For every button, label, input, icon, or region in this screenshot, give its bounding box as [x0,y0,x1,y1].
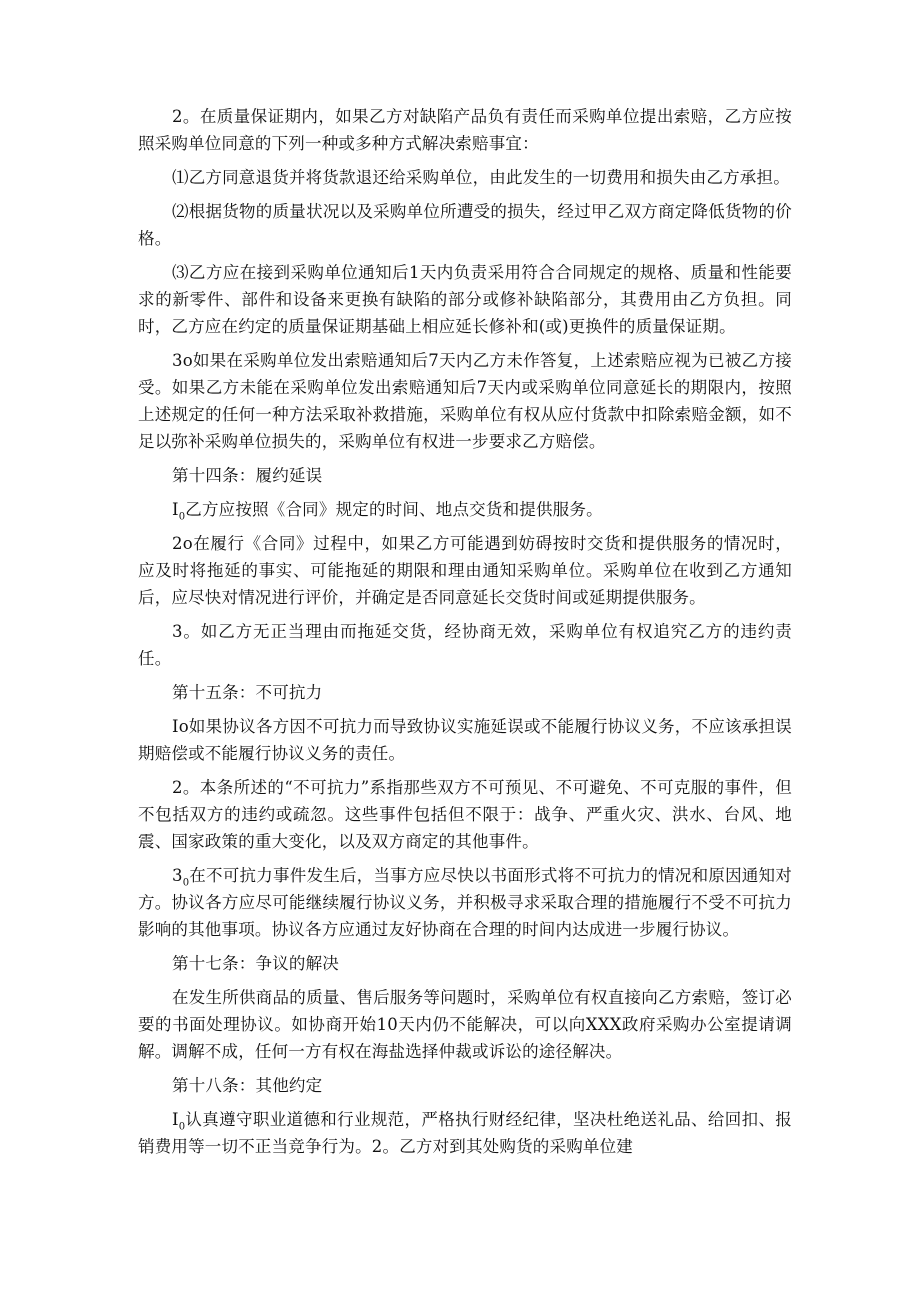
section-heading [138,679,792,706]
paragraph [138,347,792,455]
paragraph [138,164,792,191]
paragraph-text: 2。本条所述的“不可抗力”系指那些双方不可预见、不可避免、不可克服的事件，但不包括双方的违约或疏忽。这些事件包括但不限于：战争、严重火灾、洪水、台风、地震、国家政策的重大变化，以及双方商定的其他事件。 [138,778,792,851]
section-heading [138,462,792,489]
paragraph-number-subscript: 0 [182,877,190,889]
paragraph-text: ⑵根据货物的质量状况以及采购单位所遭受的损失，经过甲乙双方商定降低货物的价格。 [138,202,792,248]
paragraph-number: 3 [172,866,183,885]
section-heading [138,950,792,977]
paragraph-number-subscript: 0 [178,1121,186,1133]
paragraph-text: Io如果协议各方因不可抗力而导致协议实施延误或不能履行协议义务，不应该承担误期赔偿或不能履行协议义务的责任。 [138,717,792,763]
paragraph [138,862,792,943]
paragraph [138,984,792,1065]
paragraph [138,1106,792,1160]
paragraph [138,496,792,523]
paragraph-text: 认真遵守职业道德和行业规范，严格执行财经纪律，坚决杜绝送礼品、给回扣、报销费用等一切不正当竞争行为。2。乙方对到其处购货的采购单位建 [138,1110,792,1156]
paragraph-text: ⑶乙方应在接到采购单位通知后1天内负责采用符合合同规定的规格、质量和性能要求的新零件、部件和设备来更换有缺陷的部分或修补缺陷部分，其费用由乙方负担。同时，乙方应在约定的质量保证期基础上相应延长修补和(或)更换件的质量保证期。 [138,263,792,336]
section-heading-text: 第十五条：不可抗力 [172,683,323,702]
para-list [138,103,792,1160]
paragraph [138,198,792,252]
paragraph [138,713,792,767]
paragraph-text: 2o在履行《合同》过程中，如果乙方可能遇到妨碍按时交货和提供服务的情况时，应及时将拖延的事实、可能拖延的期限和理由通知采购单位。采购单位在收到乙方通知后，应尽快对情况进行评价，并确定是否同意延长交货时间或延期提供服务。 [138,534,792,607]
paragraph-text: ⑴乙方同意退货并将货款退还给采购单位，由此发生的一切费用和损失由乙方承担。 [172,168,790,187]
paragraph-number: I [172,500,179,519]
paragraph-text: 2。在质量保证期内，如果乙方对缺陷产品负有责任而采购单位提出索赔，乙方应按照采购单位同意的下列一种或多种方式解决索赔事宜： [138,107,792,153]
section-heading [138,1072,792,1099]
section-heading-text: 第十七条：争议的解决 [172,954,339,973]
paragraph-text: 在不可抗力事件发生后，当事方应尽快以书面形式将不可抗力的情况和原因通知对方。协议各方应尽可能继续履行协议义务，并积极寻求采取合理的措施履行不受不可抗力影响的其他事项。协议各方应通过友好协商在合理的时间内达成进一步履行协议。 [138,866,792,939]
paragraph [138,259,792,340]
paragraph-number: I [172,1110,179,1129]
section-heading-text: 第十四条：履约延误 [172,466,323,485]
paragraph-text: 乙方应按照《合同》规定的时间、地点交货和提供服务。 [185,500,603,519]
paragraph-text: 在发生所供商品的质量、售后服务等问题时，采购单位有权直接向乙方索赔，签订必要的书面处理协议。如协商开始10天内仍不能解决，可以向XXX政府采购办公室提请调解。调解不成，任何一方有权在海盐选择仲裁或诉讼的途径解决。 [138,988,792,1061]
paragraph [138,618,792,672]
paragraph [138,530,792,611]
paragraph-text: 3。如乙方无正当理由而拖延交货，经协商无效，采购单位有权追究乙方的违约责任。 [138,622,792,668]
paragraph-number-subscript: 0 [178,511,186,523]
paragraph [138,774,792,855]
paragraph [138,103,792,157]
paragraph-text: 3o如果在采购单位发出索赔通知后7天内乙方未作答复，上述索赔应视为已被乙方接受。如果乙方未能在采购单位发出索赔通知后7天内或采购单位同意延长的期限内，按照上述规定的任何一种方法采取补救措施，采购单位有权从应付货款中扣除索赔金额，如不足以弥补采购单位损失的，采购单位有权进一步要求乙方赔偿。 [138,351,792,451]
section-heading-text: 第十八条：其他约定 [172,1076,323,1095]
